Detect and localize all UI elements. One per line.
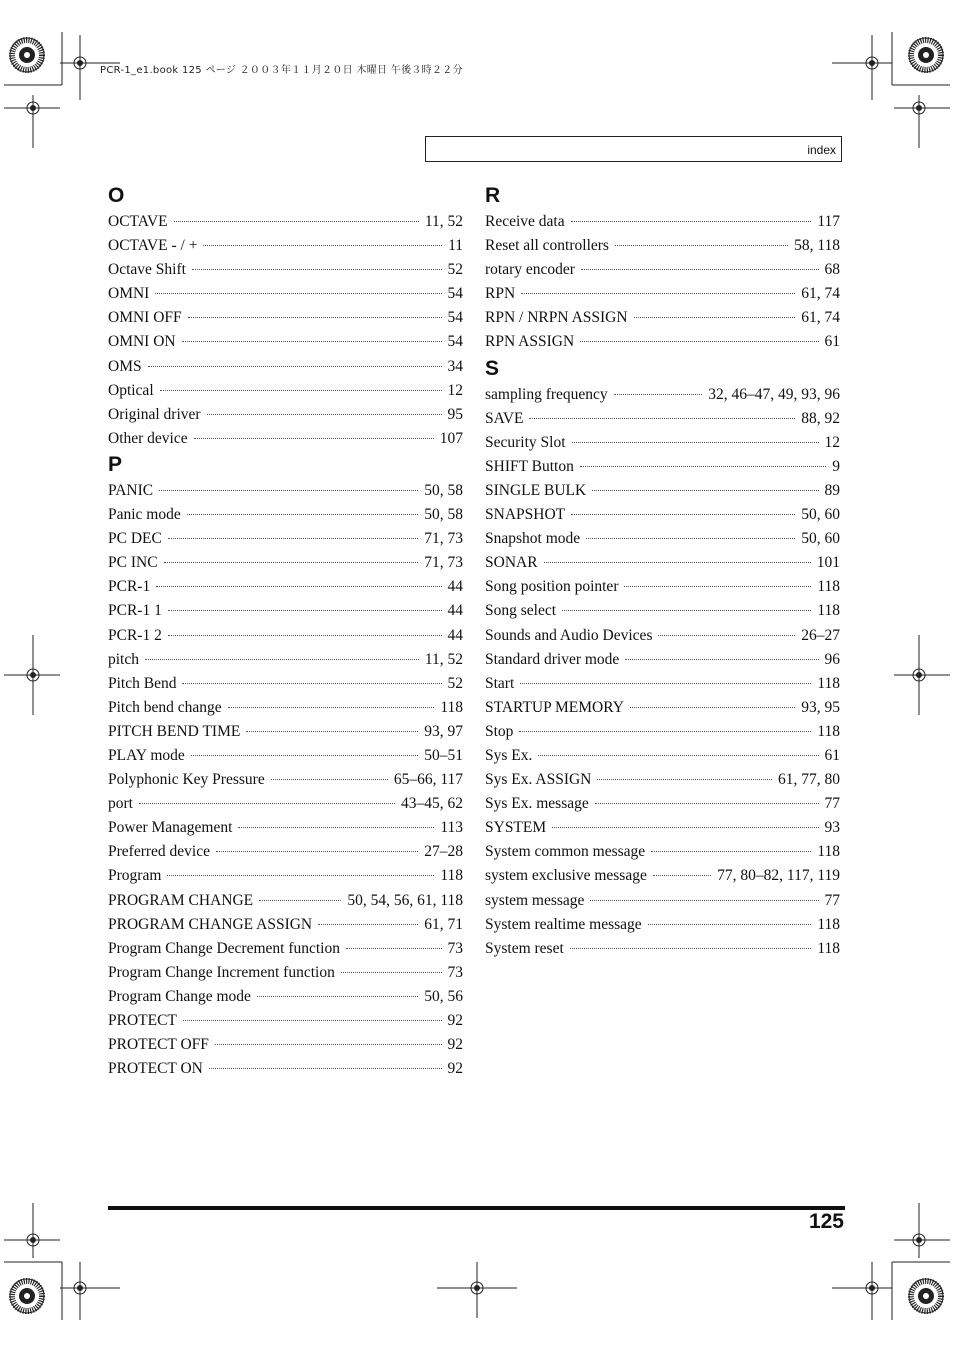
entry-term: pitch <box>108 650 139 668</box>
entry-pages: 61, 74 <box>801 309 840 327</box>
entry-term: Pitch bend change <box>108 698 222 716</box>
entry-pages: 61, 77, 80 <box>778 771 840 789</box>
leader-dots <box>216 851 418 852</box>
entry-term: STARTUP MEMORY <box>485 698 624 716</box>
entry-pages: 71, 73 <box>424 554 463 572</box>
entry-pages: 118 <box>817 915 840 933</box>
entry-pages: 54 <box>447 309 463 327</box>
entry-pages: 50–51 <box>424 746 463 764</box>
index-entry <box>485 306 840 330</box>
entry-pages: 34 <box>447 357 463 375</box>
entry-term: SAVE <box>485 409 524 427</box>
index-entry <box>108 937 463 961</box>
entry-term: PANIC <box>108 481 154 499</box>
index-entry <box>108 672 463 696</box>
index-entry <box>485 816 840 840</box>
section-letter: S <box>485 356 500 380</box>
entry-term: SHIFT Button <box>485 457 574 475</box>
entry-term: Power Management <box>108 819 233 837</box>
entry-term: SNAPSHOT <box>485 506 566 524</box>
entry-term: Receive data <box>485 213 565 230</box>
index-entry <box>108 527 463 551</box>
index-entry <box>485 234 840 258</box>
entry-term: Sys Ex. <box>485 746 533 764</box>
leader-dots <box>182 683 441 684</box>
leader-dots <box>167 875 434 876</box>
entry-pages: 118 <box>817 843 840 861</box>
leader-dots <box>624 586 811 587</box>
leader-dots <box>562 610 811 611</box>
leader-dots <box>139 803 395 804</box>
leader-dots <box>191 755 418 756</box>
entry-pages: 54 <box>447 285 463 303</box>
entry-pages: 95 <box>447 405 463 423</box>
print-header: PCR-1_e1.book 125 ページ ２００３年１１月２０日 木曜日 午後３時２２分 <box>100 65 463 76</box>
index-entry <box>108 792 463 816</box>
section-letter: O <box>108 184 125 207</box>
index-entry <box>108 306 463 330</box>
entry-pages: 61, 74 <box>801 285 840 303</box>
entry-term: Program Change Decrement function <box>108 939 340 957</box>
entry-pages: 93, 97 <box>424 722 463 740</box>
leader-dots <box>164 562 419 563</box>
leader-dots <box>570 948 812 949</box>
entry-pages: 118 <box>440 698 463 716</box>
entry-term: OMS <box>108 357 142 375</box>
entry-pages: 44 <box>447 602 463 620</box>
index-entry <box>108 379 463 403</box>
entry-term: PC INC <box>108 554 158 572</box>
entry-pages: 27–28 <box>424 843 463 861</box>
entry-pages: 118 <box>440 867 463 885</box>
leader-dots <box>238 827 434 828</box>
leader-dots <box>571 514 795 515</box>
entry-term: PCR-1 1 <box>108 602 162 620</box>
entry-term: Pitch Bend <box>108 674 177 692</box>
index-entry <box>485 575 840 599</box>
entry-term: OCTAVE - / + <box>108 237 198 255</box>
leader-dots <box>174 221 419 222</box>
leader-dots <box>246 731 418 732</box>
leader-dots <box>156 586 441 587</box>
index-entry <box>108 403 463 427</box>
index-entry <box>108 427 463 451</box>
index-entry <box>108 648 463 672</box>
leader-dots <box>521 293 795 294</box>
entry-term: system exclusive message <box>485 867 647 885</box>
index-entry <box>485 720 840 744</box>
leader-dots <box>209 1068 442 1069</box>
index-entry <box>485 768 840 792</box>
index-entry <box>485 503 840 527</box>
leader-dots <box>145 659 419 660</box>
entry-term: system message <box>485 891 585 909</box>
index-entry <box>485 258 840 282</box>
leader-dots <box>597 779 772 780</box>
index-entry <box>485 864 840 888</box>
entry-pages: 50, 60 <box>801 506 840 524</box>
entry-term: SYSTEM <box>485 819 547 837</box>
entry-pages: 77, 80–82, 117, 119 <box>717 867 840 885</box>
index-entry <box>485 792 840 816</box>
entry-term: Security Slot <box>485 433 566 451</box>
entry-pages: 65–66, 117 <box>393 771 463 789</box>
entry-term: sampling frequency <box>485 385 608 403</box>
entry-term: OMNI OFF <box>108 309 182 327</box>
leader-dots <box>318 924 418 925</box>
entry-term: Program Change Increment function <box>108 963 335 981</box>
index-entry <box>485 455 840 479</box>
leader-dots <box>271 779 388 780</box>
index-entry <box>485 527 840 551</box>
index-entry <box>485 210 840 234</box>
index-entry <box>108 599 463 623</box>
leader-dots <box>595 803 819 804</box>
entry-pages: 118 <box>817 722 840 740</box>
entry-term: System realtime message <box>485 915 642 933</box>
leader-dots <box>259 900 341 901</box>
entry-term: Song position pointer <box>485 578 619 596</box>
index-entry <box>485 479 840 503</box>
entry-pages: 118 <box>817 602 840 620</box>
entry-pages: 88, 92 <box>801 409 840 427</box>
index-entry <box>108 575 463 599</box>
entry-pages: 77 <box>824 795 840 813</box>
index-entry <box>485 407 840 431</box>
leader-dots <box>519 731 811 732</box>
index-entry <box>485 624 840 648</box>
entry-pages: 11, 52 <box>424 650 463 668</box>
entry-pages: 54 <box>447 333 463 351</box>
entry-pages: 71, 73 <box>424 530 463 548</box>
index-entry <box>108 985 463 1009</box>
leader-dots <box>257 996 418 997</box>
leader-dots <box>634 317 796 318</box>
entry-pages: 118 <box>817 939 840 957</box>
entry-pages: 118 <box>817 674 840 692</box>
index-entry <box>108 720 463 744</box>
entry-term: PC DEC <box>108 530 162 548</box>
entry-term: Stop <box>485 722 514 740</box>
entry-term: Preferred device <box>108 843 210 861</box>
entry-term: Standard driver mode <box>485 650 620 668</box>
entry-term: Program <box>108 867 162 885</box>
entry-term: rotary encoder <box>485 261 575 279</box>
index-column-left <box>108 182 463 1081</box>
index-entry <box>108 840 463 864</box>
entry-pages: 44 <box>447 578 463 596</box>
entry-pages: 93 <box>824 819 840 837</box>
entry-term: Polyphonic Key Pressure <box>108 771 265 789</box>
index-entry <box>485 937 840 961</box>
entry-pages: 11, 52 <box>424 213 463 230</box>
entry-pages: 73 <box>447 963 463 981</box>
leader-dots <box>581 269 819 270</box>
index-entry <box>108 355 463 379</box>
index-entry <box>108 768 463 792</box>
entry-pages: 96 <box>824 650 840 668</box>
entry-pages: 52 <box>447 261 463 279</box>
index-entry <box>108 816 463 840</box>
leader-dots <box>580 466 826 467</box>
leader-dots <box>168 635 442 636</box>
leader-dots <box>228 707 435 708</box>
leader-dots <box>194 438 434 439</box>
section-letter: P <box>108 452 123 476</box>
entry-term: PITCH BEND TIME <box>108 722 241 740</box>
entry-term: PROTECT OFF <box>108 1036 209 1054</box>
leader-dots <box>183 1020 442 1021</box>
leader-dots <box>182 341 442 342</box>
index-entry <box>108 624 463 648</box>
leader-dots <box>615 245 788 246</box>
leader-dots <box>648 924 812 925</box>
index-entry <box>108 479 463 503</box>
index-entry <box>108 1033 463 1057</box>
leader-dots <box>592 490 818 491</box>
entry-pages: 89 <box>824 481 840 499</box>
index-entry <box>485 599 840 623</box>
entry-pages: 12 <box>824 433 840 451</box>
entry-term: OMNI ON <box>108 333 176 351</box>
section-letter: R <box>485 184 501 207</box>
entry-term: Sys Ex. ASSIGN <box>485 771 592 789</box>
entry-pages: 44 <box>447 626 463 644</box>
leader-dots <box>653 875 711 876</box>
index-entry <box>108 696 463 720</box>
index-entry <box>108 234 463 258</box>
entry-term: Start <box>485 674 515 692</box>
entry-pages: 92 <box>447 1012 463 1029</box>
index-entry <box>485 383 840 407</box>
entry-pages: 12 <box>447 381 463 399</box>
leader-dots <box>552 827 818 828</box>
index-entry <box>485 330 840 354</box>
entry-term: PCR-1 2 <box>108 626 162 644</box>
entry-pages: 9 <box>832 457 840 475</box>
index-entry <box>108 864 463 888</box>
entry-term: Sounds and Audio Devices <box>485 626 653 644</box>
entry-pages: 52 <box>447 674 463 692</box>
leader-dots <box>651 851 811 852</box>
index-entry <box>108 330 463 354</box>
entry-pages: 50, 58 <box>424 506 463 524</box>
index-entry <box>485 889 840 913</box>
leader-dots <box>625 659 818 660</box>
entry-term: Other device <box>108 429 188 447</box>
leader-dots <box>614 394 703 395</box>
entry-pages: 73 <box>447 939 463 957</box>
index-column-right <box>485 182 840 961</box>
index-entry <box>485 672 840 696</box>
entry-term: SONAR <box>485 554 538 572</box>
index-entry <box>108 503 463 527</box>
entry-term: Optical <box>108 381 154 399</box>
leader-dots <box>168 610 442 611</box>
index-entry <box>485 696 840 720</box>
leader-dots <box>529 418 795 419</box>
section-tab-label: index <box>807 143 836 157</box>
entry-pages: 117 <box>817 213 840 230</box>
page-number: 125 <box>808 1210 844 1233</box>
entry-term: PROGRAM CHANGE ASSIGN <box>108 915 313 933</box>
entry-pages: 26–27 <box>801 626 840 644</box>
entry-pages: 43–45, 62 <box>401 795 463 813</box>
leader-dots <box>168 538 418 539</box>
leader-dots <box>341 972 442 973</box>
entry-pages: 77 <box>824 891 840 909</box>
index-entry <box>108 961 463 985</box>
entry-term: Song select <box>485 602 557 620</box>
entry-term: Program Change mode <box>108 987 251 1005</box>
leader-dots <box>586 538 795 539</box>
index-entry <box>108 551 463 575</box>
index-entry <box>108 913 463 937</box>
entry-pages: 101 <box>816 554 840 572</box>
entry-term: OCTAVE <box>108 213 168 230</box>
entry-term: RPN / NRPN ASSIGN <box>485 309 628 327</box>
leader-dots <box>160 390 442 391</box>
entry-term: System reset <box>485 939 564 957</box>
index-entry <box>485 282 840 306</box>
leader-dots <box>187 514 419 515</box>
entry-pages: 50, 54, 56, 61, 118 <box>347 891 463 909</box>
leader-dots <box>572 442 819 443</box>
entry-term: PCR-1 <box>108 578 151 596</box>
index-entry <box>108 258 463 282</box>
index-entry <box>108 744 463 768</box>
leader-dots <box>188 317 442 318</box>
index-entry <box>108 210 463 234</box>
leader-dots <box>538 755 818 756</box>
entry-term: SINGLE BULK <box>485 481 587 499</box>
entry-term: PROGRAM CHANGE <box>108 891 254 909</box>
entry-pages: 118 <box>817 578 840 596</box>
leader-dots <box>192 269 442 270</box>
entry-pages: 113 <box>440 819 463 837</box>
leader-dots <box>658 635 795 636</box>
index-entry <box>108 1057 463 1081</box>
entry-term: Reset all controllers <box>485 237 609 255</box>
leader-dots <box>580 341 818 342</box>
entry-pages: 11 <box>448 237 463 255</box>
entry-term: RPN ASSIGN <box>485 333 575 351</box>
entry-pages: 92 <box>447 1036 463 1054</box>
leader-dots <box>630 707 795 708</box>
entry-term: RPN <box>485 285 516 303</box>
entry-pages: 32, 46–47, 49, 93, 96 <box>708 385 840 403</box>
entry-term: port <box>108 795 133 813</box>
index-entry <box>108 1009 463 1033</box>
entry-pages: 92 <box>447 1060 463 1078</box>
entry-term: Panic mode <box>108 506 181 524</box>
entry-pages: 50, 60 <box>801 530 840 548</box>
entry-term: System common message <box>485 843 646 861</box>
entry-pages: 61, 71 <box>424 915 463 933</box>
leader-dots <box>207 414 442 415</box>
entry-term: Octave Shift <box>108 261 186 279</box>
index-entry <box>485 744 840 768</box>
index-entry <box>485 648 840 672</box>
entry-pages: 68 <box>824 261 840 279</box>
index-entry <box>108 889 463 913</box>
footer-rule <box>108 1206 845 1210</box>
leader-dots <box>590 900 818 901</box>
entry-pages: 61 <box>824 333 840 351</box>
section-tab <box>425 136 842 162</box>
entry-term: Snapshot mode <box>485 530 581 548</box>
leader-dots <box>148 366 442 367</box>
entry-pages: 107 <box>439 429 463 447</box>
leader-dots <box>159 490 418 491</box>
entry-term: PROTECT ON <box>108 1060 203 1078</box>
index-entry <box>485 551 840 575</box>
leader-dots <box>571 221 812 222</box>
index-entry <box>108 282 463 306</box>
entry-term: Original driver <box>108 405 201 423</box>
index-entry <box>485 913 840 937</box>
leader-dots <box>346 948 442 949</box>
index-entry <box>485 840 840 864</box>
leader-dots <box>520 683 811 684</box>
entry-term: PROTECT <box>108 1012 177 1029</box>
entry-term: Sys Ex. message <box>485 795 589 813</box>
leader-dots <box>203 245 442 246</box>
leader-dots <box>215 1044 442 1045</box>
entry-pages: 58, 118 <box>794 237 840 255</box>
entry-pages: 61 <box>824 746 840 764</box>
entry-pages: 50, 56 <box>424 987 463 1005</box>
leader-dots <box>155 293 441 294</box>
entry-pages: 93, 95 <box>801 698 840 716</box>
entry-pages: 50, 58 <box>424 481 463 499</box>
entry-term: PLAY mode <box>108 746 185 764</box>
leader-dots <box>544 562 811 563</box>
entry-term: OMNI <box>108 285 150 303</box>
index-entry <box>485 431 840 455</box>
